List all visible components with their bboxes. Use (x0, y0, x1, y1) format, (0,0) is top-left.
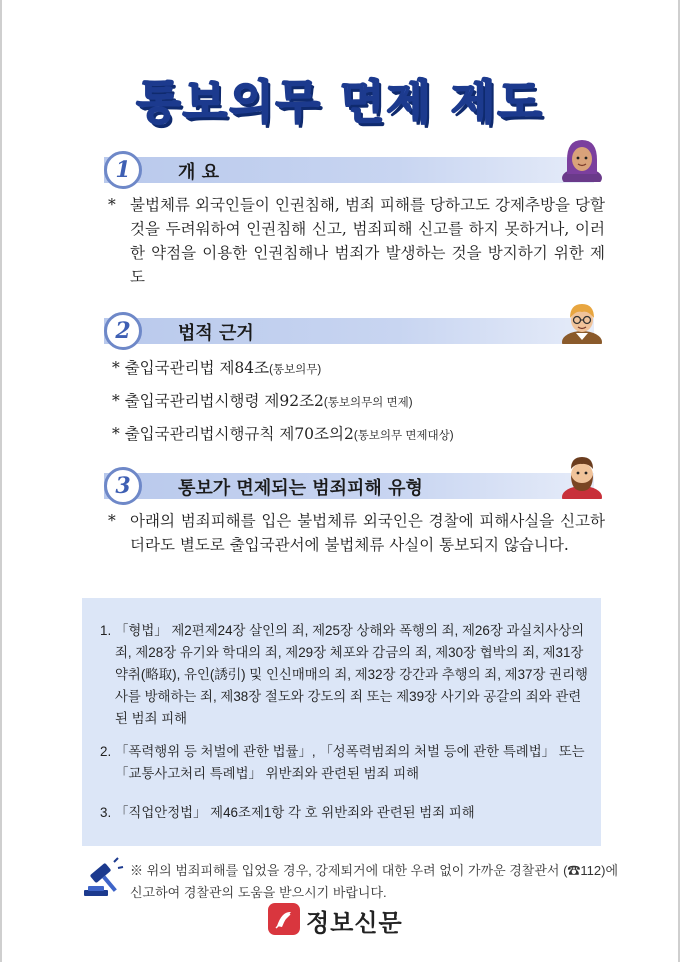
section-3-text: 아래의 범죄피해를 입은 불법체류 외국인은 경찰에 피해사실을 신고하더라도 별도로 출입국관서에 불법체류 사실이 통보되지 않습니다. (130, 512, 605, 554)
bullet-star: * (112, 359, 120, 377)
law-1-note: (통보의무) (269, 364, 322, 376)
law-3-main: 출입국관리법시행규칙 제70조의2 (124, 425, 354, 443)
section-2-heading: 법적 근거 (178, 323, 254, 344)
item-number: 1. (100, 623, 112, 638)
crime-type-item-3 (100, 802, 592, 824)
section-3-number: 3 (104, 467, 142, 505)
bullet-star: * (108, 512, 116, 530)
item-number: 2. (100, 744, 112, 759)
bullet-star: * (112, 392, 120, 410)
law-item-1 (112, 356, 321, 378)
law-3-note: (통보의무 면제대상) (353, 430, 454, 442)
crime-type-item-1 (100, 620, 592, 730)
logo-text: 정보신문 (306, 909, 403, 937)
item-number: 3. (100, 805, 112, 820)
law-2-main: 출입국관리법시행령 제92조2 (124, 392, 324, 410)
crime-type-item-2 (100, 741, 592, 785)
section-1-text: 불법체류 외국인들이 인권침해, 범죄 피해를 당하고도 강제추방을 당할 것을 두려워하여 인권침해 신고, 범죄피해 신고를 하지 못하거나, 이러한 약점을 이용한 인권침해나 범죄가 발생하는 것을 방지하기 위한 제도 (130, 196, 605, 286)
footnote: ※ 위의 범죄피해를 입었을 경우, 강제퇴거에 대한 우려 없이 가까운 경찰관서 (☎112)에 신고하여 경찰관의 도움을 받으시기 바랍니다. (130, 863, 619, 900)
section-3-heading: 통보가 면제되는 범죄피해 유형 (178, 478, 423, 499)
bullet-star: * (108, 196, 116, 214)
section-1-heading: 개 요 (178, 162, 220, 183)
man-glasses-avatar-icon (558, 296, 606, 344)
law-item-3 (112, 422, 454, 444)
section-2-number: 2 (104, 312, 142, 350)
section-1-number: 1 (104, 151, 142, 189)
woman-hijab-avatar-icon (558, 134, 606, 182)
logo-mark-icon (268, 903, 300, 935)
item-text: 「형법」 제2편제24장 살인의 죄, 제25장 상해와 폭행의 죄, 제26장 과실치사상의 죄, 제28장 유기와 학대의 죄, 제29장 체포와 감금의 죄, 제30장 협박의 죄, 제31장 약취(略取), 유인(誘引) 및 인신매매의 죄, 제32장 강간과 추행의 죄, 제37장 권리행사를 방해하는 죄, 제38장 절도와 강도의 죄 또는 제39장 사기와 공갈의 죄와 관련된 범죄 피해 (115, 623, 588, 726)
page-title: 통보의무 면제 제도 (136, 75, 544, 129)
item-text: 「폭력행위 등 처벌에 관한 법률」, 「성폭력범죄의 처벌 등에 관한 특례법」 또는 「교통사고처리 특례법」 위반죄와 관련된 범죄 피해 (115, 744, 585, 781)
bullet-star: * (112, 425, 120, 443)
law-1-main: 출입국관리법 제84조 (124, 359, 270, 377)
law-item-2 (112, 389, 413, 411)
item-text: 「직업안정법」 제46조제1항 각 호 위반죄와 관련된 범죄 피해 (115, 805, 475, 820)
gavel-icon (80, 856, 124, 900)
section-1-paragraph (108, 193, 605, 289)
bearded-man-avatar-icon (558, 451, 606, 499)
law-2-note: (통보의무의 면제) (323, 397, 413, 409)
section-3-paragraph (108, 509, 605, 557)
